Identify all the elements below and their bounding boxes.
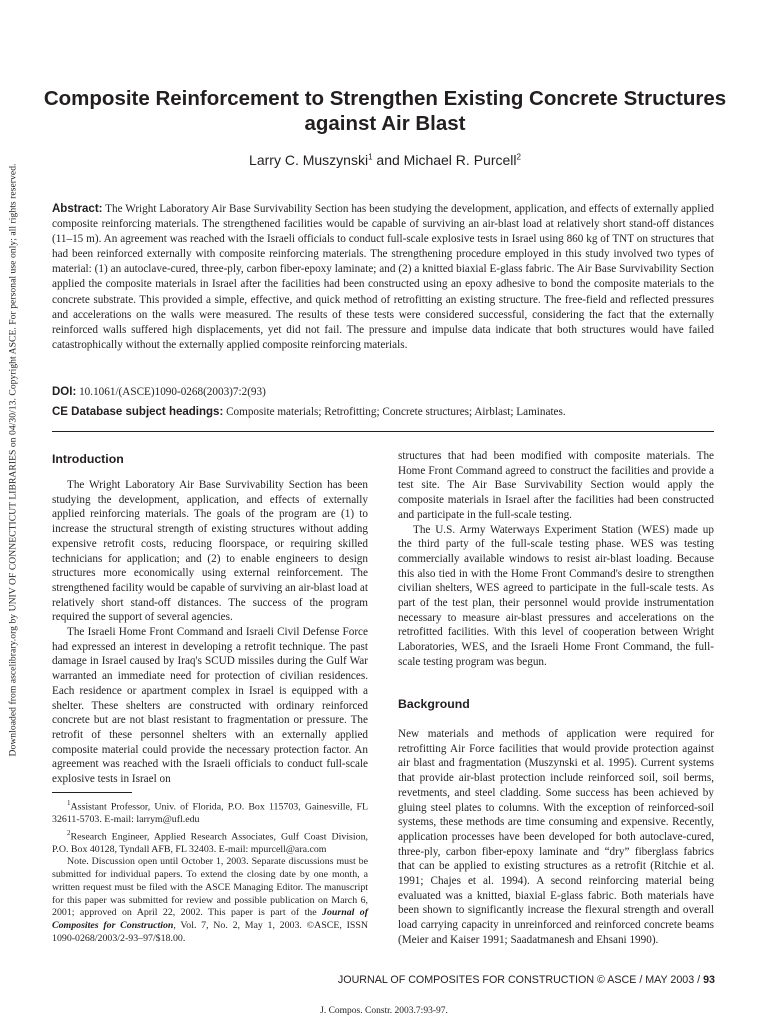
discussion-note xyxy=(52,856,368,945)
footnotes xyxy=(52,797,368,945)
author-name: Michael R. Purcell xyxy=(403,152,517,168)
footnote-text: Research Engineer, Applied Research Associates, Gulf Coast Division, P.O. Box 40128, Tyndall AFB, FL 32403. E-mail: mpurcell@ara.com xyxy=(52,831,368,855)
footnote-text: Assistant Professor, Univ. of Florida, P.O. Box 115703, Gainesville, FL 32611-5703. E-mail: larrym@ufl.edu xyxy=(52,801,368,825)
doi-line xyxy=(52,386,266,398)
body-paragraph: New materials and methods of application were required for retrofitting Air Force facilities that would provide protection against air blast and fragmentation (Muszynski et al. 1995). Current systems that provide air-blast protection include reinforced soil, soil berms, revetments, and steel cladding. Some success has been achieved by gluing steel plates to columns. With the exception of reinforced-soil systems, these methods are time consuming and expensive. Recently, application processes have been developed for both autoclave-cured, three-ply, carbon fiber-epoxy laminate and “dry” fiberglass fabrics that can be applied to existing structures as a retrofit (Ritchie et al. 1991; Chajes et al. 1994). A second reinforcing material being evaluated was a knitted, biaxial E-glass fabric. Both materials have been shown to significantly increase the flexural strength and overall load carrying capacity in unreinforced and reinforced concrete beams (Meier and Kaiser 1991; Saadatmanesh and Ehsani 1990). xyxy=(398,728,714,946)
discussion-note-text-end: , Vol. 7, No. 2, May 1, 2003. ©ASCE, ISSN 1090-0268/2003/2-93–97/$18.00. xyxy=(52,919,368,944)
running-footer xyxy=(338,974,715,986)
subject-headings-label: CE Database subject headings: xyxy=(52,406,224,418)
footnote-2 xyxy=(52,827,368,857)
doi-label: DOI: xyxy=(52,386,77,398)
abstract xyxy=(52,202,714,353)
subject-headings xyxy=(52,406,566,418)
footnote-mark: 2 xyxy=(67,828,71,837)
background-column xyxy=(398,727,714,948)
introduction-column-right xyxy=(398,449,714,670)
body-paragraph: structures that had been modified with composite materials. The Home Front Command agreed to construct the facilities and provide a test site. The Air Base Survivability Section would apply the composite materials in Israel after the facilities had been constructed and participate in the full-scale testing. xyxy=(398,450,714,521)
footnote-mark: 1 xyxy=(67,799,71,807)
body-paragraph: The U.S. Army Waterways Experiment Station (WES) made up the third party of the full-scale testing phase. WES was testing commercially available windows to resist air-blast loading. Because this also tied in with the Home Front Command's desire to strengthen civilian shelters, WES agreed to participate in the full-scale tests. As part of the test plan, their personnel would provide instrumentation necessary to measure air-blast pressures and accelerations on the retrofitted facilities. With this level of cooperation between Wright Laboratories, WES, and the Israeli Home Front Command, the full-scale testing program was begun. xyxy=(398,523,714,668)
running-footer-text: JOURNAL OF COMPOSITES FOR CONSTRUCTION © ASCE / MAY 2003 / xyxy=(337,974,704,986)
download-notice-text: Downloaded from ascelibrary.org by UNIV OF CONNECTICUT LIBRARIES on 04/30/13. Copyright ASCE. For personal use only; all rights reserved. xyxy=(7,163,19,757)
body-paragraph: The Wright Laboratory Air Base Survivability Section has been studying the development, application, and effects of externally applied reinforcing materials. The goals of the program are (1) to increase the structural strength of existing structures without adding expensive retrofit costs, reducing floorspace, or requiring skilled technicians for application; and (2) to enable engineers to design structures more economically using external reinforcement. The strengthened facility would be capable of surviving an air-blast load at relatively short stand-off distances. The success of the program required the support of several agencies. xyxy=(52,479,368,624)
doi-link[interactable]: 10.1061/(ASCE)1090-0268(2003)7:2(93) xyxy=(79,386,266,398)
page-number: 93 xyxy=(703,974,715,986)
abstract-text: The Wright Laboratory Air Base Survivability Section has been studying the development, application, and effects of externally applied composite reinforcing materials. The strengthened facilities would be capable of surviving an air-blast load at relatively short stand-off distances (11–15 m). An agreement was reached with the Israeli officials to conduct full-scale explosive tests in Israel using 860 kg of TNT on structures that had been reinforced externally with composite reinforcing materials. The strengthening procedure employed in this study involved two types of material: (1) an autoclave-cured, three-ply, carbon fiber-epoxy laminate; and (2) a knitted biaxial E-glass fabric. The Air Base Survivability Section applied the composite materials in Israel after the facilities had been constructed using an epoxy adhesive to bond the composite materials to the concrete substrate. This provided a simple, effective, and quick method of retrofitting an existing structure. The free-field and reflected pressures and accelerations on the walls were measured. The results of these tests were considered successful, considering the fact that the externally reinforced walls suffered high displacements, yet did not fail. The pressure and impulse data indicate that both structures would have failed catastrophically without the externally applied composite reinforcing materials. xyxy=(52,203,714,351)
introduction-column-left xyxy=(52,478,368,787)
footnote-1 xyxy=(52,797,368,827)
footnote-divider xyxy=(52,792,132,793)
subject-headings-value: Composite materials; Retrofitting; Concrete structures; Airblast; Laminates. xyxy=(226,406,566,418)
author-affiliation-mark: 1 xyxy=(368,152,373,162)
section-heading-introduction: Introduction xyxy=(52,452,124,466)
body-paragraph: The Israeli Home Front Command and Israeli Civil Defense Force had expressed an interest in developing a retrofit technique. The past damage in Israel caused by Iraq's SCUD missiles during the Gulf War warranted an immediate need for protection of civilian residences. Each residence or apartment complex in Israel is equipped with a shelter. These shelters are constructed with ordinary reinforced concrete but are not blast resistant to fragmentation or pressure. The retrofit of these personnel shelters with an externally applied composite material could provide the necessary protection factor. An agreement was reached with the Israeli officials to conduct full-scale explosive tests in Israel on xyxy=(52,626,368,786)
section-divider xyxy=(52,431,714,432)
abstract-label: Abstract: xyxy=(52,203,103,215)
citation-line: J. Compos. Constr. 2003.7:93-97. xyxy=(320,1006,448,1016)
discussion-note-text: Note. Discussion open until October 1, 2003. Separate discussions must be submitted for individual papers. To extend the closing date by one month, a written request must be filed with the ASCE Managing Editor. The manuscript for this paper was submitted for review and possible publication on March 6, 2001; approved on April 22, 2002. This paper is part of the xyxy=(52,856,368,919)
journal-name: Journal of Composites for Construction xyxy=(52,907,368,931)
download-notice xyxy=(0,163,26,757)
paper-title: Composite Reinforcement to Strengthen Existing Concrete Structures against Air Blast xyxy=(43,87,727,135)
author-affiliation-mark: 2 xyxy=(516,152,521,162)
author-name: Larry C. Muszynski xyxy=(249,152,369,168)
author-line xyxy=(40,152,730,168)
section-heading-background: Background xyxy=(398,697,470,711)
author-joiner: and xyxy=(372,152,404,168)
